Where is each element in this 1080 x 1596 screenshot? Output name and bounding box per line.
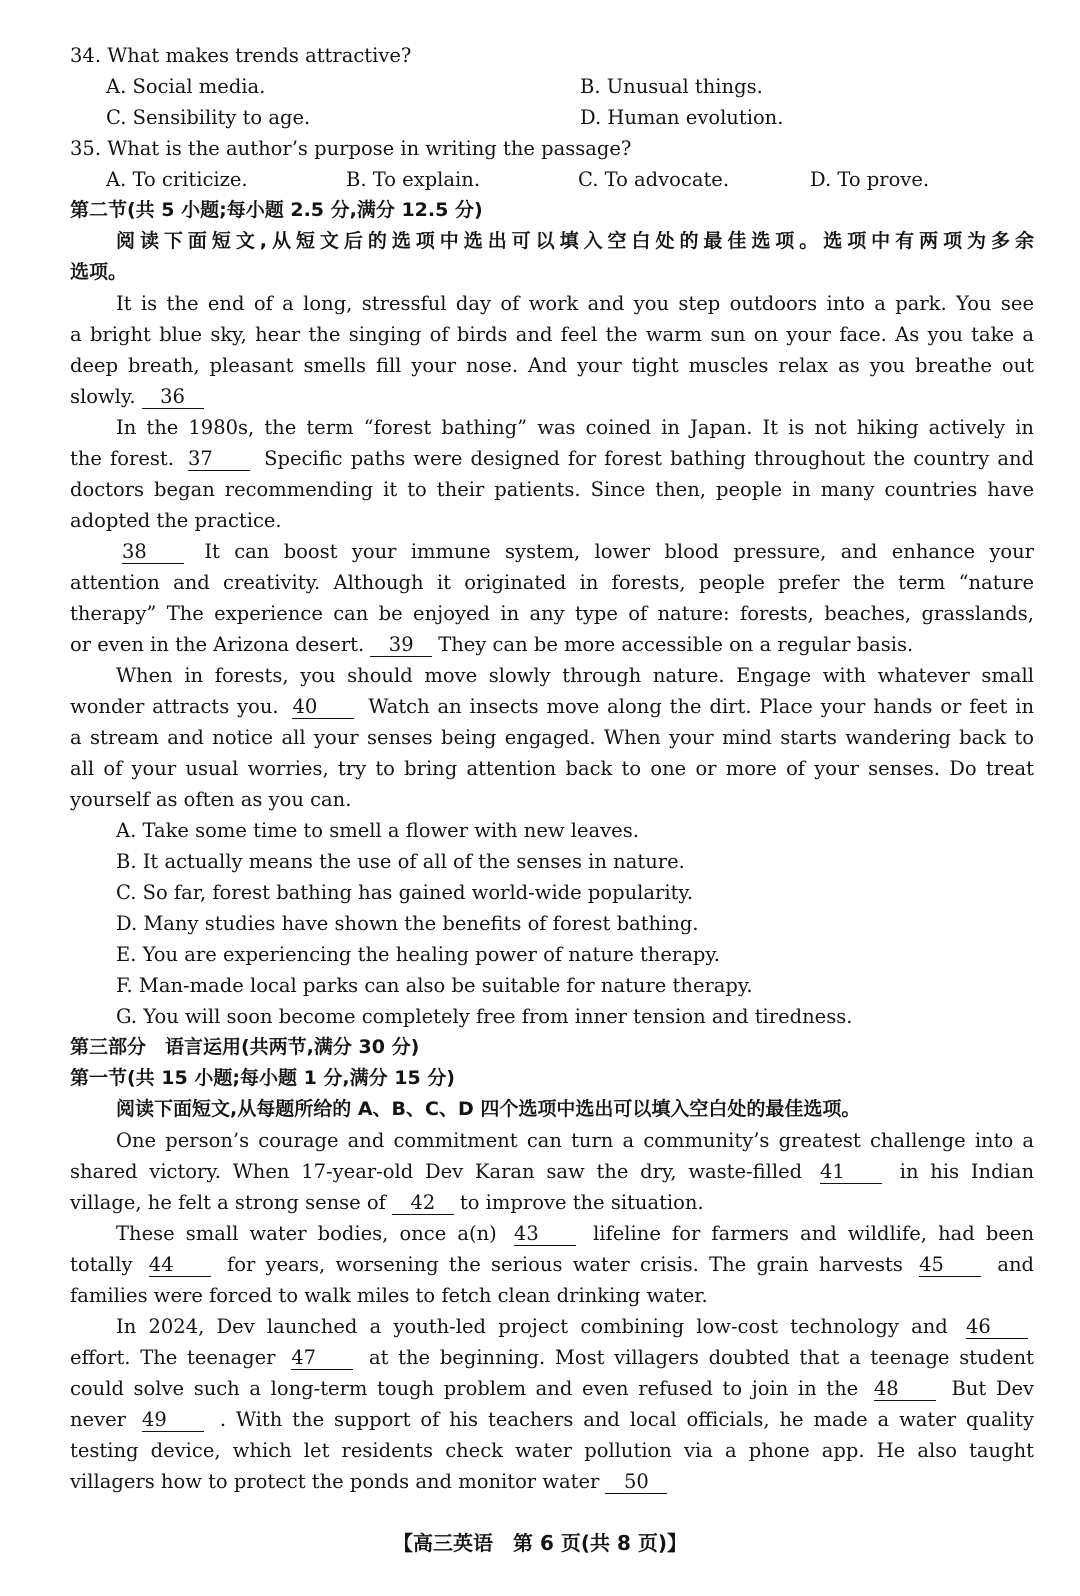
q34-options-row2 — [70, 102, 1034, 133]
cloze-line12 — [70, 1466, 1034, 1497]
p3-line4-post: They can be more accessible on a regular basis. — [438, 633, 914, 656]
cloze-line11: testing device, which let residents check water pollution via a phone app. He also taught — [70, 1439, 1034, 1462]
p3-line4-pre: or even in the Arizona desert. — [70, 633, 365, 656]
cloze-line2-post: in his Indian — [899, 1160, 1035, 1183]
p2-line2-pre: the forest. — [70, 447, 174, 470]
section2-instruction-line1: 阅读下面短文,从短文后的选项中选出可以填入空白处的最佳选项。选项中有两项为多余 — [116, 230, 1034, 252]
cloze-line8 — [70, 1342, 1034, 1373]
blank-48: 48 — [874, 1378, 936, 1401]
q34-stem: 34. What makes trends attractive? — [70, 44, 412, 67]
p4-line2-post: Watch an insects move along the dirt. Place your hands or feet in — [368, 695, 1035, 718]
q34-option-b: B. Unusual things. — [580, 75, 763, 98]
blank-49: 49 — [142, 1409, 204, 1432]
p1-line4-text: slowly. — [70, 385, 136, 408]
p2-line2 — [70, 443, 1034, 474]
blank-50: 50 — [605, 1471, 667, 1494]
choice-b: B. It actually means the use of all of the senses in nature. — [116, 850, 685, 873]
p2-line2-post: Specific paths were designed for forest bathing throughout the country and — [264, 447, 1035, 470]
cloze-line7 — [70, 1311, 1034, 1342]
page-footer: 【高三英语 第 6 页(共 8 页)】 — [393, 1531, 687, 1555]
p1-line4 — [70, 381, 1034, 412]
blank-36: 36 — [142, 386, 204, 409]
cloze-line3-post: to improve the situation. — [459, 1191, 704, 1214]
cloze-line10-pre: never — [70, 1408, 126, 1431]
blank-41: 41 — [820, 1161, 882, 1184]
blank-39: 39 — [370, 634, 432, 657]
q35-option-c: C. To advocate. — [578, 168, 730, 191]
cloze-line7-pre: In 2024, Dev launched a youth-led project combining low-cost technology and — [116, 1315, 948, 1338]
blank-40: 40 — [292, 696, 354, 719]
part3-heading: 第三部分 语言运用(共两节,满分 30 分) — [70, 1036, 420, 1058]
blank-38: 38 — [122, 541, 184, 564]
cloze-line2-pre: shared victory. When 17-year-old Dev Karan saw the dry, waste-filled — [70, 1160, 803, 1183]
blank-44: 44 — [149, 1254, 211, 1277]
cloze-line5-post: and — [997, 1253, 1035, 1276]
choice-f: F. Man-made local parks can also be suitable for nature therapy. — [116, 974, 753, 997]
choice-e: E. You are experiencing the healing power of nature therapy. — [116, 943, 720, 966]
q35-option-d: D. To prove. — [810, 168, 930, 191]
cloze-line3-pre: village, he felt a strong sense of — [70, 1191, 386, 1214]
blank-47: 47 — [291, 1347, 353, 1370]
p4-line2-pre: wonder attracts you. — [70, 695, 279, 718]
p1-line1: It is the end of a long, stressful day of work and you step outdoors into a park. You see — [116, 292, 1034, 315]
blank-45: 45 — [919, 1254, 981, 1277]
p4-line1: When in forests, you should move slowly through nature. Engage with whatever small — [116, 664, 1034, 687]
p3-line2: attention and creativity. Although it originated in forests, people prefer the term “nature — [70, 571, 1034, 594]
p4-line5: yourself as often as you can. — [70, 788, 352, 811]
q35-stem: 35. What is the author’s purpose in writing the passage? — [70, 137, 632, 160]
choice-c: C. So far, forest bathing has gained world-wide popularity. — [116, 881, 694, 904]
p2-line1: In the 1980s, the term “forest bathing” was coined in Japan. It is not hiking actively in — [116, 416, 1034, 439]
p3-line4 — [70, 629, 1034, 660]
cloze-line5-pre: totally — [70, 1253, 133, 1276]
p4-line4: all of your usual worries, try to bring attention back to one or more of your senses. Do treat — [70, 757, 1034, 780]
blank-37: 37 — [188, 448, 250, 471]
cloze-line9-post: But Dev — [951, 1377, 1035, 1400]
cloze-line12-pre: villagers how to protect the ponds and monitor water — [70, 1470, 600, 1493]
blank-42: 42 — [392, 1192, 454, 1215]
cloze-line6: families were forced to walk miles to fetch clean drinking water. — [70, 1284, 708, 1307]
p2-line4: adopted the practice. — [70, 509, 282, 532]
cloze-line4 — [70, 1218, 1034, 1249]
blank-43: 43 — [514, 1223, 576, 1246]
q34-option-c: C. Sensibility to age. — [106, 106, 311, 129]
section2-instruction-line2: 选项。 — [70, 261, 128, 283]
cloze-line10 — [70, 1404, 1034, 1435]
choice-a: A. Take some time to smell a flower with new leaves. — [116, 819, 639, 842]
cloze-line4-pre: These small water bodies, once a(n) — [116, 1222, 497, 1245]
p3-line3: therapy” The experience can be enjoyed in any type of nature: forests, beaches, grasslands, — [70, 602, 1034, 625]
cloze-line1: One person’s courage and commitment can turn a community’s greatest challenge into a — [116, 1129, 1034, 1152]
cloze-line5 — [70, 1249, 1034, 1280]
cloze-line8-post: at the beginning. Most villagers doubted that a teenage student — [368, 1346, 1035, 1369]
cloze-line9 — [70, 1373, 1034, 1404]
q35-option-a: A. To criticize. — [106, 168, 248, 191]
q34-option-a: A. Social media. — [106, 75, 266, 98]
p4-line2 — [70, 691, 1034, 722]
blank-46: 46 — [966, 1316, 1028, 1339]
section2-heading: 第二节(共 5 小题;每小题 2.5 分,满分 12.5 分) — [70, 199, 483, 221]
q35-options — [70, 164, 1034, 195]
q34-option-d: D. Human evolution. — [580, 106, 784, 129]
part3-instruction: 阅读下面短文,从每题所给的 A、B、C、D 四个选项中选出可以填入空白处的最佳选项。 — [116, 1098, 861, 1120]
cloze-line5-mid: for years, worsening the serious water crisis. The grain harvests — [227, 1253, 903, 1276]
cloze-line10-post: . With the support of his teachers and local officials, he made a water quality — [219, 1408, 1035, 1431]
cloze-line2 — [70, 1156, 1034, 1187]
cloze-line9-pre: could solve such a long-term tough problem and even refused to join in the — [70, 1377, 859, 1400]
choice-d: D. Many studies have shown the benefits of forest bathing. — [116, 912, 699, 935]
part3-subheading: 第一节(共 15 小题;每小题 1 分,满分 15 分) — [70, 1067, 455, 1089]
p1-line2: a bright blue sky, hear the singing of birds and feel the warm sun on your face. As you take a — [70, 323, 1034, 346]
cloze-line8-pre: effort. The teenager — [70, 1346, 276, 1369]
cloze-line3 — [70, 1187, 1034, 1218]
q35-option-b: B. To explain. — [346, 168, 481, 191]
p4-line3: a stream and notice all your senses being engaged. When your mind starts wandering back to — [70, 726, 1034, 749]
p2-line3: doctors began recommending it to their patients. Since then, people in many countries have — [70, 478, 1034, 501]
p3-line1 — [70, 536, 1034, 567]
p1-line3: deep breath, pleasant smells fill your nose. And your tight muscles relax as you breathe out — [70, 354, 1034, 377]
choice-g: G. You will soon become completely free from inner tension and tiredness. — [116, 1005, 853, 1028]
cloze-line4-post: lifeline for farmers and wildlife, had been — [593, 1222, 1035, 1245]
q34-options-row1 — [70, 71, 1034, 102]
p3-line1-post: It can boost your immune system, lower blood pressure, and enhance your — [204, 540, 1035, 563]
